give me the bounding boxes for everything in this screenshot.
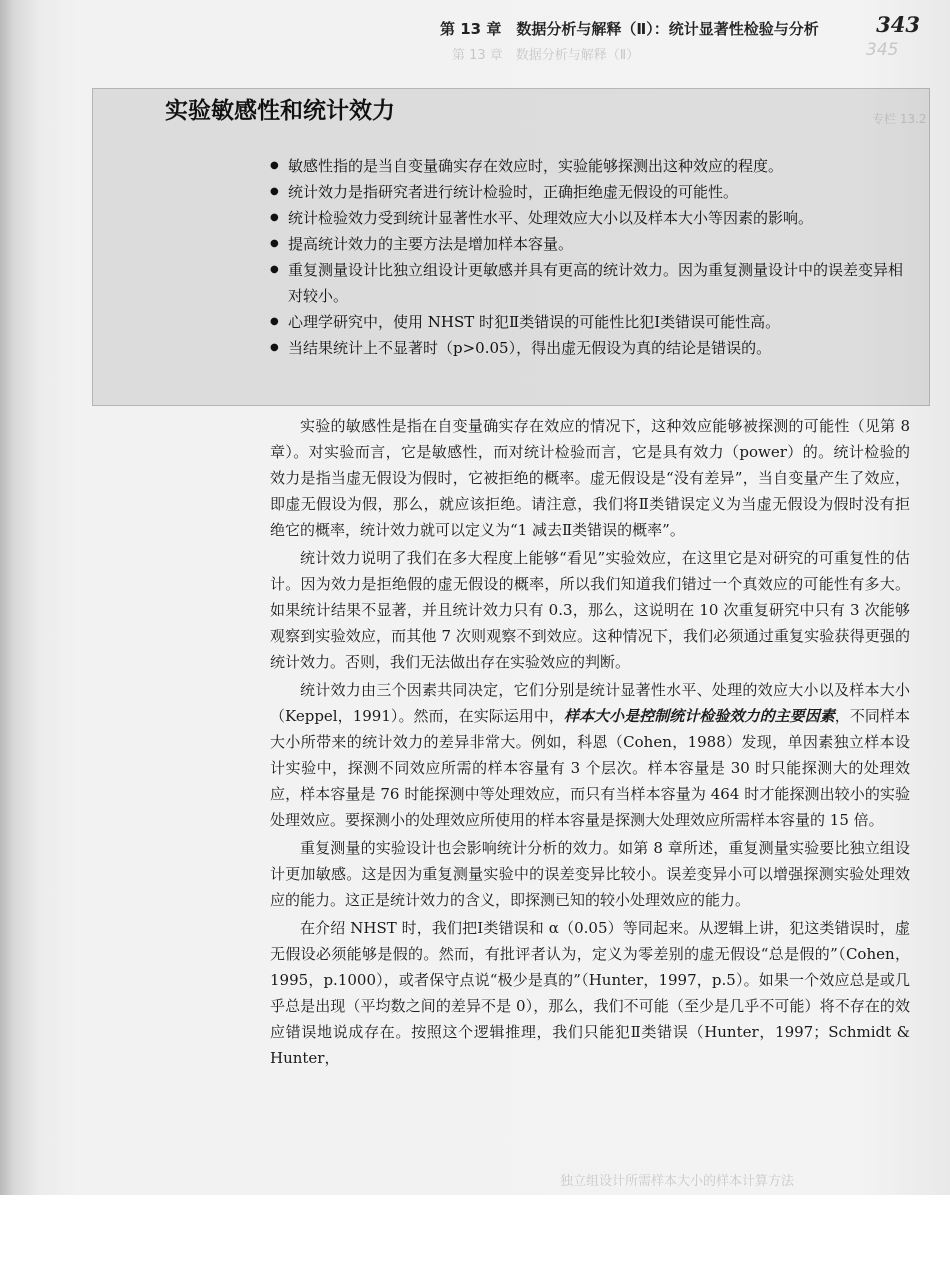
paragraph-text: 统计效力由三个因素共同决定，它们分别是统计显著性水平、处理的效应大小以及样本大小（Keppel，1991）。然而，在实际运用中， bbox=[270, 681, 910, 725]
bullet-item: ● 提高统计效力的主要方法是增加样本容量。 bbox=[270, 231, 915, 257]
paragraph-power-factors bbox=[270, 677, 910, 833]
paragraph-type-errors: 在介绍 NHST 时，我们把Ⅰ类错误和 α（0.05）等同起来。从逻辑上讲，犯这类错误时，虚无假设必须能够是假的。然而，有批评者认为，定义为零差别的虚无假设“总是假的”（Cohen，1995，p.1000），或者保守点说“极少是真的”（Hunter，1997，p.5）。如果一个效应总是或几乎总是出现（平均数之间的差异不是 0），那么，我们不可能（至少是几乎不可能）将不存在的效应错误地说成存在。按照这个逻辑推理，我们只能犯Ⅱ类错误（Hunter，1997；Schmidt & Hunter， bbox=[270, 919, 910, 1067]
body-text bbox=[270, 413, 910, 1073]
paragraph-text: ，不同样本大小所带来的统计效力的差异非常大。例如，科恩（Cohen，1988）发现，单因素独立样本设计实验中，探测不同效应所需的样本容量有 3 个层次。样本容量是 30 时只能探测大的处理效应，样本容量是 76 时能探测中等处理效应，而只有当样本容量为 464 时才能探测出较小的实验处理效应。要探测小的处理效应所使用的样本容量是探测大处理效应所需样本容量的 15 倍。 bbox=[270, 707, 910, 829]
summary-box-title: 实验敏感性和统计效力 bbox=[165, 98, 395, 124]
bleed-through-box-label: 专栏 13.2 bbox=[872, 112, 927, 126]
bullet-item: ● 重复测量设计比独立组设计更敏感并具有更高的统计效力。因为重复测量设计中的误差变异相对较小。 bbox=[270, 257, 915, 309]
paragraph-repeated-measures: 重复测量的实验设计也会影响统计分析的效力。如第 8 章所述，重复测量实验要比独立组设计更加敏感。这是因为重复测量实验中的误差变异比较小。误差变异小可以增强探测实验处理效应的能力。这正是统计效力的含义，即探测已知的较小处理效应的能力。 bbox=[270, 839, 910, 909]
bullet-item: ● 统计检验效力受到统计显著性水平、处理效应大小以及样本大小等因素的影响。 bbox=[270, 205, 915, 231]
bullet-item: ● 统计效力是指研究者进行统计检验时，正确拒绝虚无假设的可能性。 bbox=[270, 179, 915, 205]
bullet-item: ● 敏感性指的是当自变量确实存在效应时，实验能够探测出这种效应的程度。 bbox=[270, 153, 915, 179]
running-header bbox=[440, 14, 920, 38]
bleed-through-header: 第 13 章 数据分析与解释（Ⅱ） bbox=[452, 48, 640, 63]
bullet-item: ● 当结果统计上不显著时（p>0.05），得出虚无假设为真的结论是错误的。 bbox=[270, 335, 915, 361]
paragraph-sensitivity: 实验的敏感性是指在自变量确实存在效应的情况下，这种效应能够被探测的可能性（见第 8 章）。对实验而言，它是敏感性，而对统计检验而言，它是具有效力（power）的。统计检验的效力是指当虚无假设为假时，它被拒绝的概率。虚无假设是“没有差异”，当自变量产生了效应，即虚无假设为假，那么，就应该拒绝。请注意，我们将Ⅱ类错误定义为当虚无假设为假时没有拒绝它的概率，统计效力就可以定义为“1 减去Ⅱ类错误的概率”。 bbox=[270, 417, 910, 539]
bleed-through-page-number: 345 bbox=[866, 40, 899, 60]
emphasized-text: 样本大小是控制统计检验效力的主要因素 bbox=[563, 707, 835, 725]
bleed-through-footline: 独立组设计所需样本大小的样本计算方法 bbox=[560, 1174, 795, 1189]
page-number: 343 bbox=[876, 12, 920, 37]
summary-bullet-list bbox=[270, 153, 915, 361]
bullet-item: ● 心理学研究中，使用 NHST 时犯Ⅱ类错误的可能性比犯Ⅰ类错误可能性高。 bbox=[270, 309, 915, 335]
paragraph-power-meaning: 统计效力说明了我们在多大程度上能够“看见”实验效应，在这里它是对研究的可重复性的估计。因为效力是拒绝假的虚无假设的概率，所以我们知道我们错过一个真效应的可能性有多大。如果统计结果不显著，并且统计效力只有 0.3，那么，这说明在 10 次重复研究中只有 3 次能够观察到实验效应，而其他 7 次则观察不到效应。这种情况下，我们必须通过重复实验获得更强的统计效力。否则，我们无法做出存在实验效应的判断。 bbox=[270, 549, 910, 671]
page-bottom-margin bbox=[0, 1195, 950, 1286]
chapter-title: 第 13 章 数据分析与解释（Ⅱ）：统计显著性检验与分析 bbox=[440, 20, 819, 38]
